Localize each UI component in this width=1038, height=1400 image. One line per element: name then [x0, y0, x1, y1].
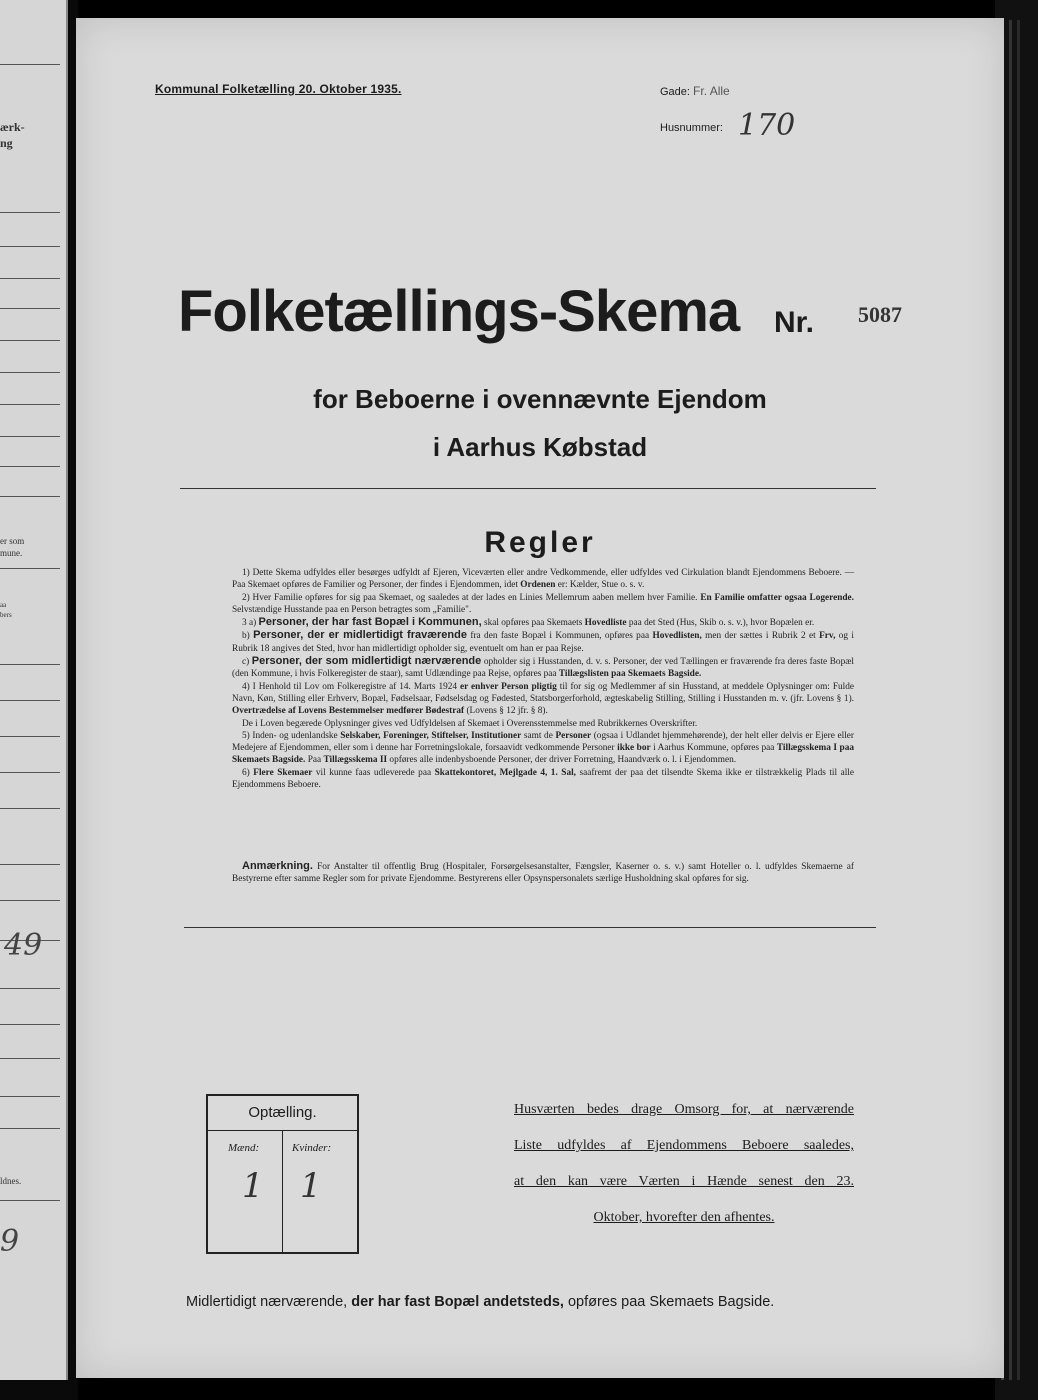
rule-4: 4) I Henhold til Lov om Folkeregistre af 14. Marts 1924 er enhver Person pligtig til for sig og Medlemmer af sin Husstand, at meddele Oplysninger om: Fulde Navn, Køn, Stilling eller Erhverv, Bopæl, Fødselsaar, Fødselsdag og Fødested, Statsborgerforhold, ægteskabelig Stilling, Stilling i Husstanden m. v. (jfr. Lovens § 1). Overtrædelse af Lovens Bestemmelser medfører Bødestraf (Lovens § 12 jfr. § 8). [232, 681, 855, 717]
rule-3c: c) Personer, der som midlertidigt nærværende opholder sig i Husstanden, d. v. s. Personer, der ved Tællingen er fraværende fra deres faste Bopæl (den Kommune, i hvis Folkeregister de staar), samt Udlændinge paa Rejse, opføres paa Tillægslisten paa Skemaets Bagside. [232, 655, 855, 680]
left-fragment: ldnes. [0, 1176, 22, 1186]
street-value: Fr. Alle [693, 84, 730, 98]
left-fragment: bers [0, 611, 12, 619]
divider [184, 927, 876, 928]
form-number-value: 5087 [858, 302, 902, 327]
women-label: Kvinder: [292, 1142, 332, 1154]
house-number-value: 170 [738, 108, 796, 143]
left-fragment: er som [0, 536, 25, 546]
footer-note: Midlertidigt nærværende, der har fast Bopæl andetsteds, opføres paa Skemaets Bagside. [186, 1294, 775, 1310]
rule-5: 5) Inden- og udenlandske Selskaber, Foreninger, Stiftelser, Institutioner samt de Personer (ogsaa i Udlandet hjemmehørende), der helt eller delvis er Ejere eller Medejere af Ejendommen, eller som i denne har Forretningslokale, forsaavidt vedkommende Personer ikke bor i Aarhus Kommune, opføres paa Tillægsskema I paa Skemaets Bagside. Paa Tillægsskema II opføres alle indenbysboende Personer, der driver Forretning, Haandværk o. l. i Ejendommen. [232, 730, 855, 766]
notice-line: at den kan være Værten i Hænde senest den 23. [514, 1174, 854, 1189]
left-fragment: ærk- [0, 120, 25, 134]
notice-line: Oktober, hvorefter den afhentes. [593, 1210, 775, 1225]
handwritten-number: 49 [4, 928, 43, 963]
men-label: Mænd: [228, 1142, 260, 1154]
rule-4-note: De i Loven begærede Oplysninger gives ved Udfyldelsen af Skemaet i Overensstemmelse med Rubrikkernes Overskrifter. [242, 718, 698, 729]
men-count: 1 [242, 1166, 264, 1206]
street-field [660, 84, 730, 98]
annotation-label: Anmærkning. [242, 860, 313, 872]
form-number-label: Nr. [774, 306, 815, 339]
house-number-field [660, 108, 796, 143]
census-form-page [76, 18, 1004, 1378]
annotation-text: For Anstalter til offentlig Brug (Hospitaler, Forsørgelsesanstalter, Fængsler, Kaserner o. s. v.) samt Hoteller o. l. udfyldes Skemaerne af Bestyrerne efter samme Regler som for private Ejendomme. Bestyrerens eller Opsynspersonalets særlige Husholdning skal opføres for sig. [232, 862, 854, 885]
handwritten-number: 9 [0, 1224, 20, 1259]
rules-text [232, 567, 854, 791]
women-count: 1 [300, 1166, 322, 1206]
form-subtitle: for Beboerne i ovennævnte Ejendom [313, 384, 767, 414]
divider [180, 488, 876, 489]
rule-3b: b) Personer, der er midlertidigt fraværende fra den faste Bopæl i Kommunen, opføres paa Hovedlisten, men der sættes i Rubrik 2 et Frv, og i Rubrik 18 angives det Sted, hvor han midlertidigt opholder sig, eventuelt om han er paa Rejse. [232, 629, 855, 654]
left-fragment: mune. [0, 548, 23, 558]
previous-page-edge [0, 0, 68, 1380]
annotation-note [232, 860, 854, 886]
rules-heading: Regler [484, 526, 596, 559]
census-date-line: Kommunal Folketælling 20. Oktober 1935. [155, 82, 402, 96]
street-label: Gade: [660, 86, 690, 98]
left-fragment: ng [0, 136, 13, 150]
rule-1: 1) Dette Skema udfyldes eller besørges udfyldt af Ejeren, Viceværten eller andre Vedkommende, eller udfyldes ved Cirkulation blandt Ejendommens Beboere. — Paa Skemaet opføres de Familier og Personer, der findes i Ejendommen, idet Ordenen er: Kælder, Stue o. s. v. [232, 568, 854, 591]
rule-3a: 3 a) Personer, der har fast Bopæl i Kommunen, skal opføres paa Skemaets Hovedliste paa det Sted (Hus, Skib o. s. v.), hvor Bopælen er. [242, 616, 815, 629]
count-box-title: Optælling. [248, 1104, 317, 1121]
notice-line: Liste udfyldes af Ejendommens Beboere saaledes, [514, 1138, 854, 1153]
house-number-label: Husnummer: [660, 122, 723, 134]
landlord-notice [514, 1100, 854, 1244]
form-title: Folketællings-Skema [178, 279, 740, 344]
left-fragment: aa [0, 601, 7, 609]
count-box [206, 1094, 359, 1254]
form-subtitle-city: i Aarhus Købstad [432, 432, 648, 462]
rule-6: 6) Flere Skemaer vil kunne faas udleverede paa Skattekontoret, Mejlgade 4, 1. Sal, saafremt der paa det tilsendte Skema ikke er tilstrækkelig Plads til alle Ejendommens Beboere. [232, 767, 855, 791]
notice-line: Husværten bedes drage Omsorg for, at nærværende [514, 1102, 854, 1117]
rule-2: 2) Hver Familie opføres for sig paa Skemaet, og saaledes at der lades en Linies Mellemrum aaben mellem hver Familie. En Familie omfatter ogsaa Logerende. Selvstændige Husstande paa en Person betragtes som „Familie". [232, 592, 854, 615]
